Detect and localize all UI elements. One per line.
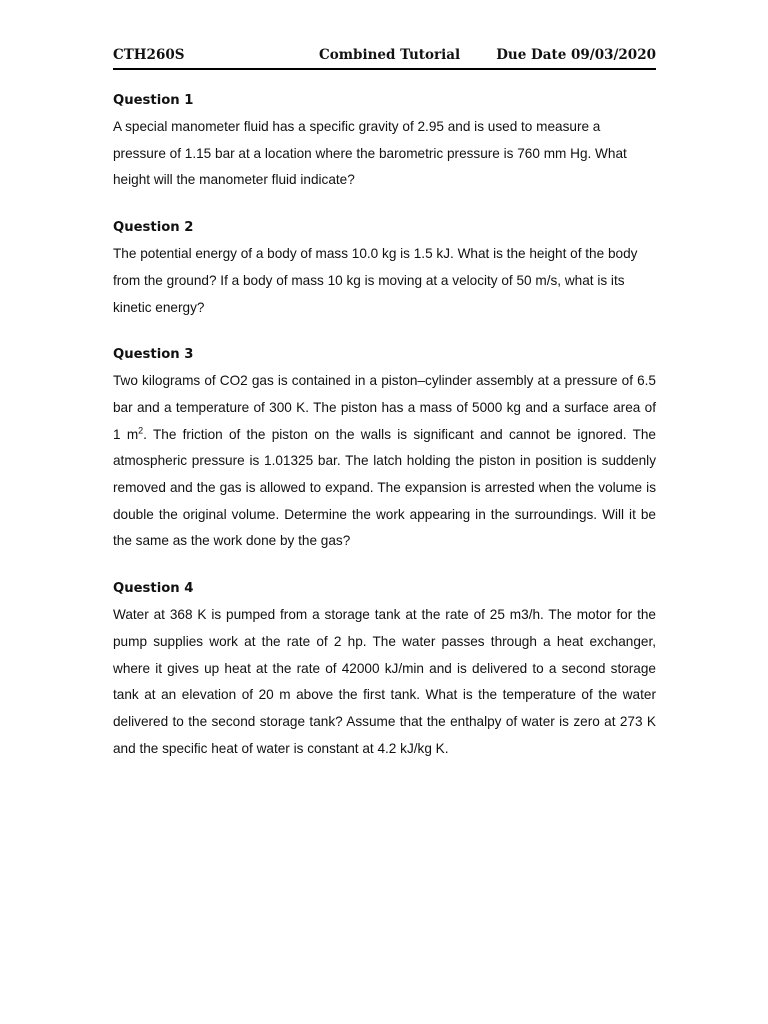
question-text: The potential energy of a body of mass 10.0 kg is 1.5 kJ. What is the height of the body from the ground? If a body of mass 10 kg is moving at a velocity of 50 m/s, what is its kinetic energy? <box>113 246 638 315</box>
question-text: A special manometer fluid has a specific gravity of 2.95 and is used to measure a pressure of 1.15 bar at a location where the barometric pressure is 760 mm Hg. What height will the manometer fluid indicate? <box>113 119 627 188</box>
question-3 <box>113 342 656 555</box>
question-heading: Question 4 <box>113 581 194 597</box>
due-date: Due Date 09/03/2020 <box>496 47 656 63</box>
question-2 <box>113 215 656 321</box>
question-text-part: Two kilograms of CO2 gas is contained in a piston–cylinder assembly at a pressure of 6.5 bar and a temperature of 300 K. The piston has a mass of 5000 kg and a surface area of 1 m <box>113 373 656 442</box>
superscript: 2 <box>138 425 144 436</box>
course-code: CTH260S <box>113 47 185 63</box>
question-text-part: . The friction of the piston on the walls is significant and cannot be ignored. The atmospheric pressure is 1.01325 bar. The latch holding the piston in position is suddenly removed and the gas is allowed to expand. The expansion is arrested when the volume is double the original volume. Determine the work appearing in the surroundings. Will it be the same as the work done by the gas? <box>113 426 656 549</box>
page-header <box>113 44 656 70</box>
question-heading: Question 1 <box>113 93 194 108</box>
question-heading: Question 2 <box>113 220 194 236</box>
question-text <box>113 368 656 555</box>
document-body <box>113 88 656 783</box>
question-1 <box>113 88 656 194</box>
question-4 <box>113 576 656 762</box>
question-heading: Question 3 <box>113 347 194 363</box>
question-text: Water at 368 K is pumped from a storage tank at the rate of 25 m3/h. The motor for the pump supplies work at the rate of 2 hp. The water passes through a heat exchanger, where it gives up heat at the rate of 42000 kJ/min and is delivered to a second storage tank at an elevation of 20 m above the first tank. What is the temperature of the water delivered to the second storage tank? Assume that the enthalpy of water is zero at 273 K and the specific heat of water is constant at 4.2 kJ/kg K. <box>113 607 656 756</box>
document-title: Combined Tutorial <box>319 47 461 63</box>
